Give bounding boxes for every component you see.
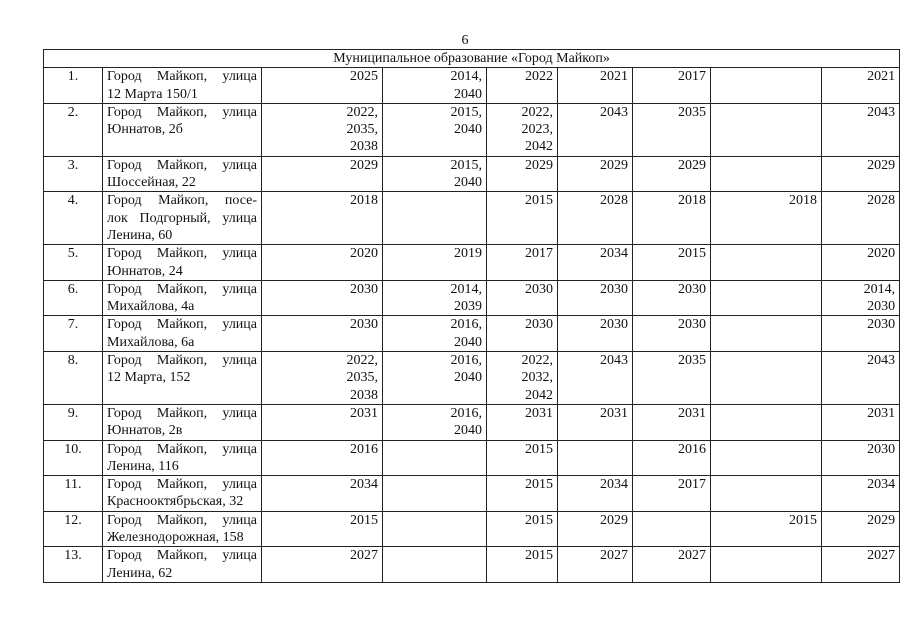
year-value: 2035,	[346, 122, 378, 138]
year-value: 2017	[525, 246, 553, 262]
address-line: Город Майкоп, улица	[107, 281, 257, 297]
year-cell	[822, 156, 900, 192]
year-cell	[633, 404, 711, 440]
year-value: 2017	[678, 69, 706, 85]
year-value: 2015	[525, 441, 553, 457]
year-value: 2035	[678, 353, 706, 369]
year-value: 2027	[350, 548, 378, 564]
year-value: 2031	[600, 405, 628, 421]
year-value: 2015	[525, 512, 553, 528]
address-cell	[103, 156, 262, 192]
year-cell	[711, 68, 822, 104]
year-value: 2022,	[521, 353, 553, 369]
year-value: 2027	[678, 548, 706, 564]
section-title: Муниципальное образование «Город Майкоп»	[44, 50, 900, 68]
address-line: Город Майкоп, улица	[107, 512, 257, 528]
year-value: 2028	[600, 193, 628, 209]
year-value: 2032,	[521, 370, 553, 386]
address-line: Город Майкоп, посе-	[107, 193, 257, 209]
year-value: 2030	[350, 317, 378, 333]
address-cell	[103, 280, 262, 316]
address-line: Город Майкоп, улица	[107, 69, 257, 85]
year-cell	[633, 476, 711, 512]
address-cell	[103, 476, 262, 512]
year-value: 2030	[678, 317, 706, 333]
year-value: 2021	[867, 69, 896, 85]
address-cell	[103, 404, 262, 440]
year-value: 2038	[350, 387, 378, 403]
table-row	[44, 404, 900, 440]
year-cell	[262, 280, 383, 316]
table-body	[44, 50, 900, 583]
address-cell	[103, 103, 262, 156]
row-number: 6.	[44, 280, 103, 316]
row-number: 7.	[44, 316, 103, 352]
address-cell	[103, 192, 262, 245]
year-value: 2022,	[346, 104, 378, 120]
year-cell	[558, 68, 633, 104]
address-cell	[103, 440, 262, 476]
year-value: 2015	[678, 246, 706, 262]
address-line: лок Подгорный, улица	[107, 210, 257, 226]
year-cell	[487, 280, 558, 316]
year-value: 2029	[525, 157, 553, 173]
year-cell	[558, 103, 633, 156]
year-cell	[633, 68, 711, 104]
year-value: 2016,	[450, 353, 482, 369]
year-cell	[822, 352, 900, 405]
year-cell	[262, 103, 383, 156]
year-value: 2043	[600, 353, 628, 369]
address-cell	[103, 352, 262, 405]
year-cell	[383, 404, 487, 440]
year-cell	[262, 68, 383, 104]
year-value: 2043	[867, 353, 896, 369]
year-cell	[383, 156, 487, 192]
year-value: 2040	[454, 423, 482, 439]
address-line: Михайлова, 6а	[107, 334, 195, 350]
year-cell	[262, 404, 383, 440]
year-value: 2034	[600, 477, 628, 493]
row-number: 11.	[44, 476, 103, 512]
year-cell	[822, 245, 900, 281]
year-cell	[262, 440, 383, 476]
year-cell	[383, 192, 487, 245]
year-value: 2030	[867, 317, 896, 333]
year-value: 2017	[678, 477, 706, 493]
row-number: 10.	[44, 440, 103, 476]
address-cell	[103, 547, 262, 583]
year-cell	[383, 245, 487, 281]
year-cell	[558, 192, 633, 245]
year-value: 2016,	[450, 317, 482, 333]
year-value: 2016	[350, 441, 378, 457]
year-cell	[487, 440, 558, 476]
year-value: 2028	[867, 193, 896, 209]
year-cell	[487, 316, 558, 352]
year-cell	[633, 316, 711, 352]
year-cell	[711, 316, 822, 352]
year-value: 2030	[867, 299, 896, 315]
year-cell	[711, 440, 822, 476]
year-cell	[822, 547, 900, 583]
address-line: Ленина, 62	[107, 565, 173, 581]
address-cell	[103, 245, 262, 281]
year-value: 2029	[867, 157, 896, 173]
year-cell	[262, 316, 383, 352]
year-value: 2034	[600, 246, 628, 262]
year-cell	[822, 476, 900, 512]
year-cell	[487, 103, 558, 156]
year-value: 2040	[454, 334, 482, 350]
year-value: 2029	[678, 157, 706, 173]
year-value: 2031	[525, 405, 553, 421]
year-cell	[633, 103, 711, 156]
year-cell	[711, 511, 822, 547]
year-cell	[383, 511, 487, 547]
table-row	[44, 440, 900, 476]
year-value: 2030	[867, 441, 896, 457]
year-cell	[383, 352, 487, 405]
year-value: 2018	[678, 193, 706, 209]
year-cell	[822, 511, 900, 547]
year-cell	[383, 316, 487, 352]
year-cell	[487, 68, 558, 104]
year-value: 2030	[600, 317, 628, 333]
page-number: 6	[461, 33, 469, 48]
year-value: 2020	[350, 246, 378, 262]
year-value: 2034	[867, 477, 896, 493]
year-value: 2031	[350, 405, 378, 421]
year-value: 2040	[454, 370, 482, 386]
year-cell	[558, 404, 633, 440]
address-line: Город Майкоп, улица	[107, 157, 257, 173]
address-line: Юннатов, 2б	[107, 122, 183, 138]
year-value: 2022,	[346, 353, 378, 369]
row-number: 3.	[44, 156, 103, 192]
year-value: 2022	[525, 69, 553, 85]
year-value: 2016	[678, 441, 706, 457]
row-number: 8.	[44, 352, 103, 405]
year-cell	[487, 352, 558, 405]
year-value: 2027	[600, 548, 628, 564]
year-value: 2029	[350, 157, 378, 173]
year-cell	[383, 103, 487, 156]
year-cell	[262, 192, 383, 245]
year-cell	[262, 476, 383, 512]
year-cell	[487, 511, 558, 547]
year-cell	[633, 156, 711, 192]
year-value: 2023,	[521, 122, 553, 138]
year-value: 2027	[867, 548, 896, 564]
table-row	[44, 476, 900, 512]
year-cell	[558, 245, 633, 281]
year-cell	[558, 352, 633, 405]
table-row	[44, 352, 900, 405]
table-row	[44, 156, 900, 192]
table-row	[44, 103, 900, 156]
year-value: 2020	[867, 246, 896, 262]
year-value: 2030	[678, 281, 706, 297]
year-cell	[633, 245, 711, 281]
year-cell	[711, 103, 822, 156]
year-value: 2014,	[450, 281, 482, 297]
year-cell	[822, 103, 900, 156]
table-row	[44, 511, 900, 547]
year-cell	[711, 245, 822, 281]
year-cell	[711, 547, 822, 583]
year-value: 2031	[867, 405, 896, 421]
year-cell	[558, 511, 633, 547]
year-value: 2029	[600, 157, 628, 173]
year-cell	[262, 352, 383, 405]
year-value: 2034	[350, 477, 378, 493]
year-value: 2040	[454, 175, 482, 191]
year-value: 2030	[525, 281, 553, 297]
year-value: 2022,	[521, 104, 553, 120]
year-value: 2035	[678, 104, 706, 120]
year-cell	[822, 68, 900, 104]
table-row	[44, 280, 900, 316]
year-value: 2018	[350, 193, 378, 209]
year-cell	[822, 280, 900, 316]
year-value: 2035,	[346, 370, 378, 386]
year-cell	[558, 280, 633, 316]
year-value: 2015	[525, 548, 553, 564]
year-value: 2038	[350, 139, 378, 155]
address-line: 12 Марта 150/1	[107, 86, 198, 102]
year-value: 2040	[454, 86, 482, 102]
address-line: Юннатов, 2в	[107, 423, 183, 439]
address-cell	[103, 316, 262, 352]
year-cell	[822, 404, 900, 440]
year-cell	[558, 440, 633, 476]
address-line: Город Майкоп, улица	[107, 441, 257, 457]
year-cell	[487, 245, 558, 281]
year-value: 2014,	[450, 69, 482, 85]
year-cell	[487, 156, 558, 192]
year-cell	[633, 547, 711, 583]
year-cell	[487, 547, 558, 583]
year-value: 2030	[600, 281, 628, 297]
year-cell	[711, 352, 822, 405]
row-number: 12.	[44, 511, 103, 547]
address-line: Город Майкоп, улица	[107, 477, 257, 493]
year-value: 2025	[350, 69, 378, 85]
year-value: 2014,	[863, 281, 896, 297]
row-number: 4.	[44, 192, 103, 245]
section-header-row	[44, 50, 900, 68]
year-cell	[383, 280, 487, 316]
year-cell	[633, 511, 711, 547]
address-line: Город Майкоп, улица	[107, 548, 257, 564]
year-value: 2019	[454, 246, 482, 262]
table-row	[44, 68, 900, 104]
year-value: 2021	[600, 69, 628, 85]
address-line: Город Майкоп, улица	[107, 317, 257, 333]
year-value: 2031	[678, 405, 706, 421]
year-cell	[487, 192, 558, 245]
year-value: 2029	[600, 512, 628, 528]
address-line: Юннатов, 24	[107, 263, 183, 279]
year-cell	[822, 316, 900, 352]
year-value: 2015,	[450, 104, 482, 120]
repair-schedule-table	[43, 49, 900, 583]
year-cell	[822, 192, 900, 245]
year-value: 2030	[350, 281, 378, 297]
year-value: 2015	[525, 193, 553, 209]
year-value: 2042	[525, 387, 553, 403]
address-line: Шоссейная, 22	[107, 175, 196, 191]
row-number: 9.	[44, 404, 103, 440]
year-cell	[558, 547, 633, 583]
address-line: Ленина, 116	[107, 458, 179, 474]
year-cell	[822, 440, 900, 476]
address-line: Город Майкоп, улица	[107, 246, 257, 262]
year-cell	[711, 476, 822, 512]
address-line: Город Майкоп, улица	[107, 104, 257, 120]
year-cell	[262, 547, 383, 583]
year-cell	[383, 440, 487, 476]
row-number: 13.	[44, 547, 103, 583]
address-cell	[103, 68, 262, 104]
year-value: 2016,	[450, 405, 482, 421]
row-number: 1.	[44, 68, 103, 104]
year-cell	[711, 404, 822, 440]
year-cell	[262, 156, 383, 192]
year-value: 2015	[789, 512, 817, 528]
year-cell	[262, 511, 383, 547]
year-value: 2015	[350, 512, 378, 528]
year-value: 2043	[867, 104, 896, 120]
year-cell	[383, 476, 487, 512]
year-value: 2043	[600, 104, 628, 120]
year-cell	[487, 404, 558, 440]
year-cell	[558, 156, 633, 192]
year-value: 2018	[789, 193, 817, 209]
year-cell	[633, 192, 711, 245]
address-line: Краснооктябрьская, 32	[107, 494, 244, 510]
year-value: 2029	[867, 512, 896, 528]
year-cell	[487, 476, 558, 512]
year-value: 2039	[454, 299, 482, 315]
address-line: Михайлова, 4а	[107, 299, 195, 315]
year-cell	[633, 280, 711, 316]
year-cell	[633, 352, 711, 405]
year-cell	[711, 156, 822, 192]
address-line: Город Майкоп, улица	[107, 405, 257, 421]
year-cell	[558, 316, 633, 352]
year-cell	[383, 68, 487, 104]
address-line: Город Майкоп, улица	[107, 353, 257, 369]
table-row	[44, 192, 900, 245]
table-row	[44, 547, 900, 583]
address-line: 12 Марта, 152	[107, 370, 191, 386]
row-number: 5.	[44, 245, 103, 281]
year-value: 2042	[525, 139, 553, 155]
table-row	[44, 316, 900, 352]
year-cell	[558, 476, 633, 512]
year-value: 2015,	[450, 157, 482, 173]
row-number: 2.	[44, 103, 103, 156]
year-cell	[711, 280, 822, 316]
table-row	[44, 245, 900, 281]
address-cell	[103, 511, 262, 547]
year-cell	[633, 440, 711, 476]
year-value: 2015	[525, 477, 553, 493]
year-cell	[711, 192, 822, 245]
year-value: 2030	[525, 317, 553, 333]
year-value: 2040	[454, 122, 482, 138]
year-cell	[262, 245, 383, 281]
address-line: Ленина, 60	[107, 227, 173, 243]
year-cell	[383, 547, 487, 583]
address-line: Железнодорожная, 158	[107, 530, 244, 546]
